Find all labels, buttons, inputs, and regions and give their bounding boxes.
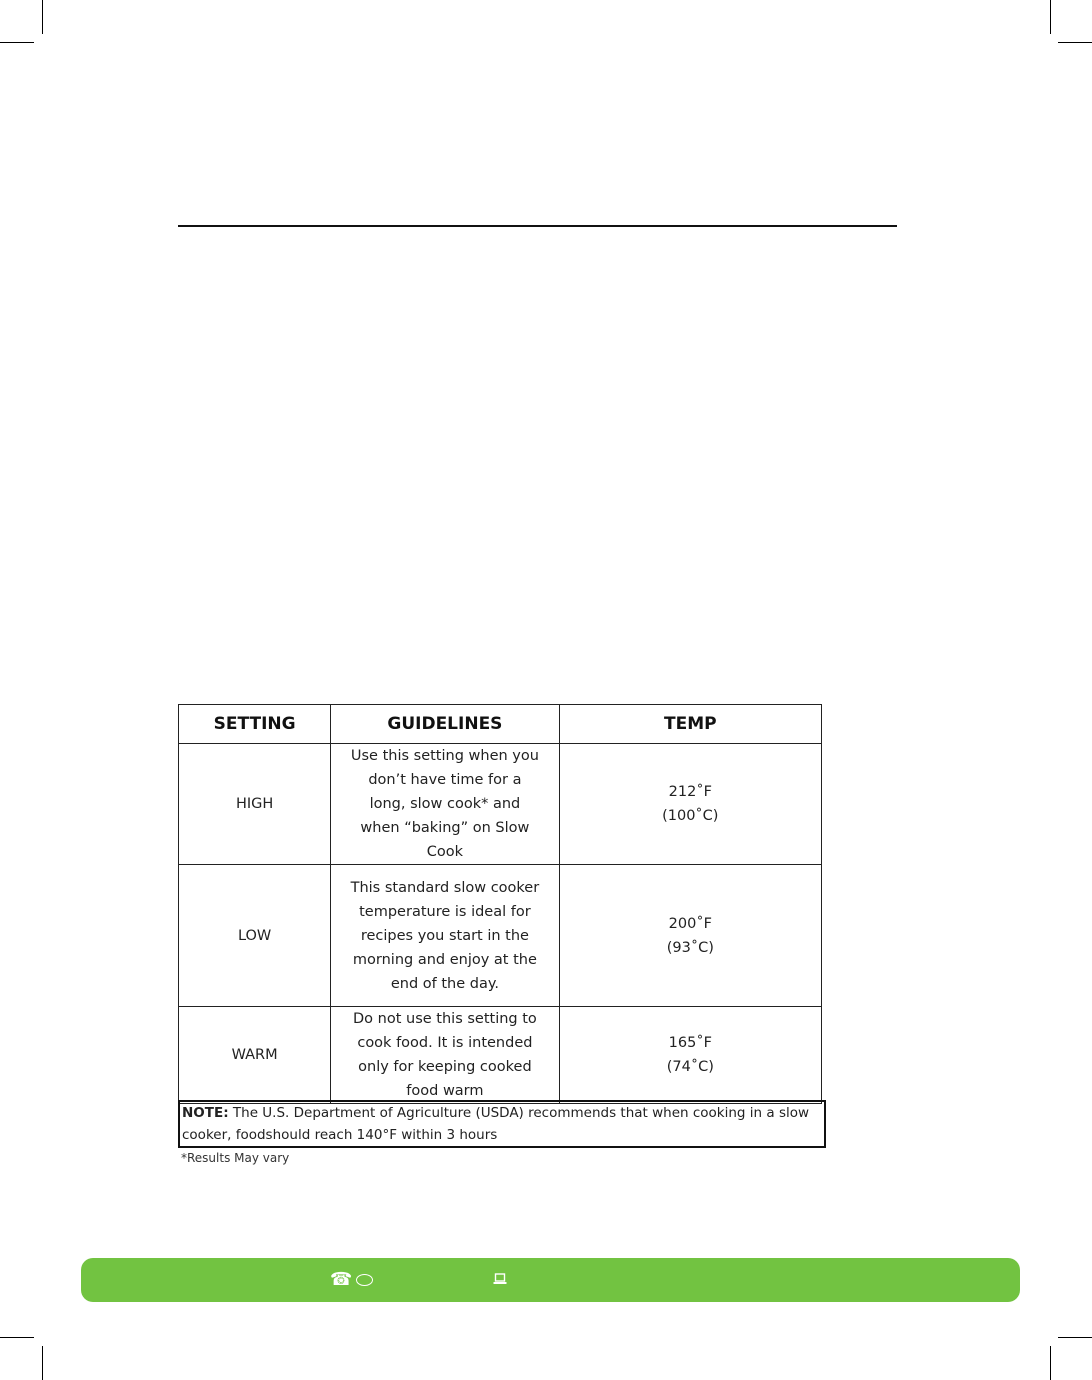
guidelines-text: This standard slow cooker temperature is ideal for recipes you start in the morning and enjoy at the end of the day. <box>350 879 540 992</box>
temp-fahrenheit: 165˚F <box>668 1035 712 1051</box>
guidelines-cell <box>331 744 559 865</box>
temp-celsius: (74˚C) <box>666 1059 714 1075</box>
header-rule <box>178 225 897 227</box>
results-footnote: *Results May vary <box>181 1151 290 1165</box>
crop-mark <box>1058 42 1092 43</box>
crop-mark <box>1050 0 1051 34</box>
temp-fahrenheit: 200˚F <box>668 915 712 932</box>
table-header-row <box>179 705 822 744</box>
crop-mark <box>1058 1337 1092 1338</box>
temp-fahrenheit: 212˚F <box>668 784 712 800</box>
crop-mark <box>42 0 43 34</box>
crop-mark <box>0 1337 34 1338</box>
setting-cell: WARM <box>179 1007 331 1104</box>
temp-cell <box>559 865 821 1007</box>
crop-mark <box>1050 1346 1051 1380</box>
table-row <box>179 865 822 1007</box>
setting-cell: LOW <box>179 865 331 1007</box>
usda-note <box>178 1100 826 1148</box>
footer-bar <box>81 1258 1020 1302</box>
temp-cell <box>559 1007 821 1104</box>
phone-icon: ☎ <box>330 1269 353 1289</box>
note-text: The U.S. Department of Agriculture (USDA) recommends that when cooking in a slow cooker, foodshould reach 140°F within 3 hours <box>182 1105 810 1143</box>
oval-icon <box>356 1274 373 1286</box>
header-temp: TEMP <box>559 705 821 744</box>
temp-celsius: (100˚C) <box>662 808 719 824</box>
temp-cell <box>559 744 821 865</box>
crop-mark <box>42 1346 43 1380</box>
table-row <box>179 1007 822 1104</box>
note-label: NOTE: <box>182 1105 229 1121</box>
guidelines-cell <box>331 865 559 1007</box>
header-setting: SETTING <box>179 705 331 744</box>
guidelines-cell <box>331 1007 559 1104</box>
crop-mark <box>0 42 34 43</box>
setting-cell: HIGH <box>179 744 331 865</box>
header-guidelines: GUIDELINES <box>331 705 559 744</box>
temp-celsius: (93˚C) <box>666 939 714 956</box>
laptop-icon <box>493 1272 507 1286</box>
settings-table <box>178 704 822 1104</box>
guidelines-text: Use this setting when you don’t have time for a long, slow cook* and when “baking” on Slow Cook <box>350 748 539 860</box>
guidelines-text: Do not use this setting to cook food. It is intended only for keeping cooked food warm <box>353 1011 537 1099</box>
table-row <box>179 744 822 865</box>
